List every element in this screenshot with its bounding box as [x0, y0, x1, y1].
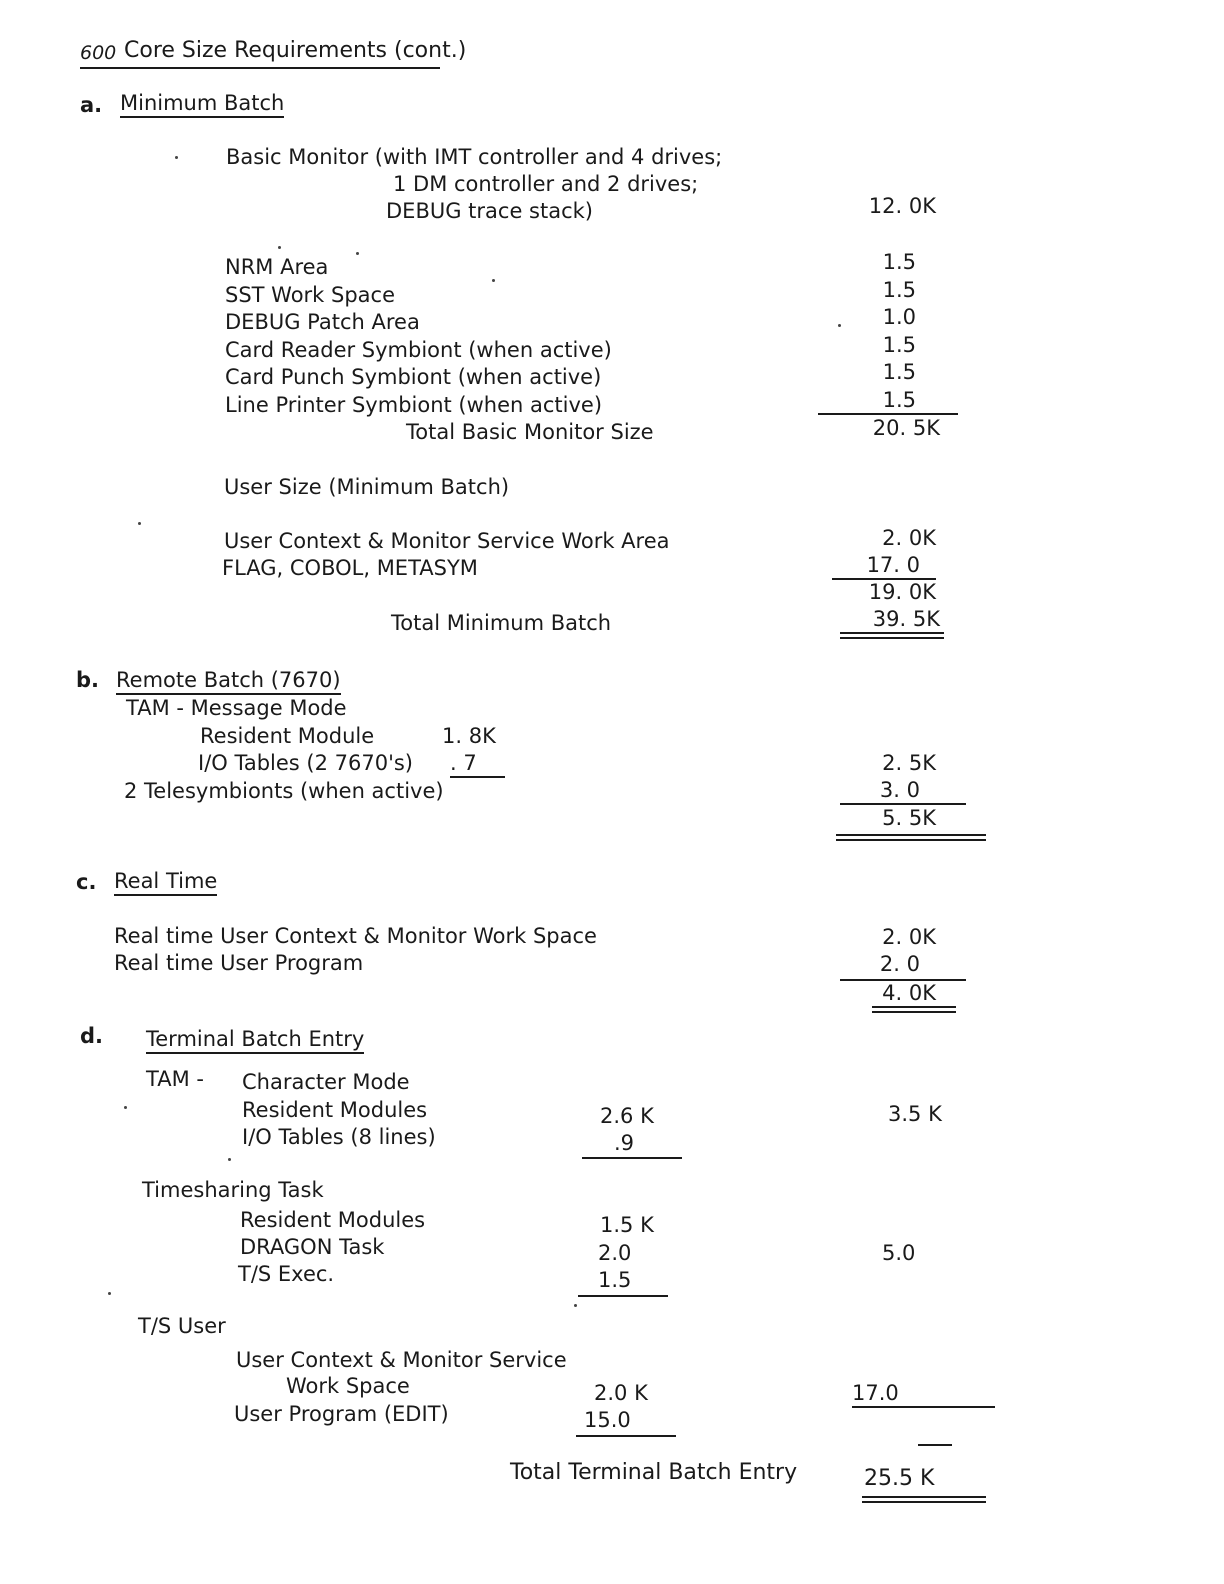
section-d-tam-rule — [582, 1157, 682, 1159]
section-a-letter: a. — [80, 93, 103, 117]
minimum-batch-double-rule — [840, 632, 944, 639]
section-b-tam-label: TAM - Message Mode — [126, 696, 347, 720]
monitor-item-value: 1.5 — [882, 360, 916, 384]
section-c-letter: c. — [76, 870, 97, 894]
section-d-ts-total: 5.0 — [882, 1241, 916, 1265]
scan-speck — [175, 156, 178, 159]
section-b-io-sum: 2. 5K — [882, 751, 936, 775]
section-d-char-mode-label: Character Mode — [242, 1070, 410, 1094]
section-d-work-space-value: 2.0 K — [594, 1381, 648, 1405]
section-d-io-label: I/O Tables (8 lines) — [242, 1125, 436, 1149]
monitor-item-value: 1.5 — [882, 250, 916, 274]
monitor-item-label: Card Reader Symbiont (when active) — [225, 337, 612, 362]
total-minimum-batch-label: Total Minimum Batch — [391, 611, 612, 635]
processors-label: FLAG, COBOL, METASYM — [222, 556, 478, 580]
scan-speck — [138, 522, 141, 525]
section-d-dragon-label: DRAGON Task — [240, 1235, 385, 1259]
section-d-ts-task-label: Timesharing Task — [142, 1178, 324, 1202]
section-d-tam-label: TAM - — [146, 1067, 204, 1091]
section-d-user-rule — [576, 1435, 676, 1437]
monitor-subtotal-rule — [818, 413, 958, 415]
section-d-user-program-value: 15.0 — [584, 1408, 631, 1432]
monitor-item-value: 1.5 — [882, 277, 916, 302]
total-terminal-batch-value: 25.5 K — [864, 1466, 935, 1491]
section-b-io-value: . 7 — [450, 753, 505, 778]
section-d-ts-user-label: T/S User — [138, 1314, 226, 1338]
scan-speck — [838, 324, 841, 327]
section-d-ts-resident-label: Resident Modules — [240, 1208, 426, 1232]
monitor-item-value: 1.5 — [882, 387, 916, 412]
total-minimum-batch-value: 39. 5K — [872, 607, 940, 631]
section-c-double-rule — [872, 1006, 956, 1013]
section-d-ts-exec-label: T/S Exec. — [238, 1262, 335, 1286]
scan-speck — [492, 279, 495, 282]
processors-value: 17. 0 — [866, 553, 920, 577]
section-b-double-rule — [836, 834, 986, 841]
monitor-item-value: 1.5 — [882, 332, 916, 357]
section-d-letter: d. — [80, 1024, 104, 1048]
section-d-grand-rule — [918, 1444, 952, 1446]
scan-speck — [124, 1106, 127, 1109]
page-title: Core Size Requirements (cont.) — [124, 38, 467, 63]
total-monitor-label: Total Basic Monitor Size — [406, 420, 654, 444]
section-b-subtotal-rule — [840, 803, 966, 805]
section-c-heading: Real Time — [114, 871, 217, 896]
page-number: 600 — [80, 42, 117, 64]
section-b-io-label: I/O Tables (2 7670's) — [198, 751, 413, 775]
scan-speck — [574, 1304, 577, 1307]
terminal-batch-double-rule — [862, 1496, 986, 1503]
section-d-work-space-label: Work Space — [286, 1374, 410, 1398]
section-c-context-value: 2. 0K — [882, 925, 936, 949]
section-d-ts-rule — [578, 1295, 668, 1297]
section-b-tele-value: 3. 0 — [879, 778, 920, 802]
user-context-value: 2. 0K — [882, 526, 936, 550]
total-monitor-value: 20. 5K — [872, 416, 940, 440]
scan-speck — [356, 252, 359, 255]
section-c-total: 4. 0K — [882, 981, 936, 1005]
monitor-item-label: Card Punch Symbiont (when active) — [225, 365, 602, 389]
section-c-program-value: 2. 0 — [879, 952, 920, 976]
basic-monitor-line1: Basic Monitor (with IMT controller and 4 drives; — [226, 145, 723, 169]
monitor-item-label: Line Printer Symbiont (when active) — [225, 392, 603, 417]
monitor-item-label: DEBUG Patch Area — [225, 310, 420, 334]
section-d-heading: Terminal Batch Entry — [146, 1029, 364, 1054]
section-d-io-value: .9 — [614, 1131, 635, 1155]
section-b-letter: b. — [76, 668, 100, 692]
section-c-context-label: Real time User Context & Monitor Work Space — [114, 924, 597, 948]
section-d-user-total: 17.0 — [852, 1383, 995, 1408]
monitor-item-value: 1.0 — [882, 305, 916, 329]
section-d-dragon-value: 2.0 — [598, 1241, 632, 1265]
basic-monitor-line3: DEBUG trace stack) — [386, 199, 593, 223]
section-d-ts-resident-value: 1.5 K — [600, 1213, 654, 1237]
user-context-label: User Context & Monitor Service Work Area — [224, 529, 670, 553]
section-b-resident-label: Resident Module — [200, 724, 375, 748]
section-b-heading: Remote Batch (7670) — [116, 670, 341, 695]
section-d-ts-exec-value: 1.5 — [598, 1268, 632, 1292]
basic-monitor-value: 12. 0K — [868, 194, 936, 218]
title-underline — [80, 67, 440, 69]
section-b-tele-label: 2 Telesymbionts (when active) — [124, 779, 444, 803]
total-terminal-batch-label: Total Terminal Batch Entry — [510, 1460, 798, 1485]
section-d-user-context-label: User Context & Monitor Service — [236, 1348, 567, 1372]
user-size-label: User Size (Minimum Batch) — [224, 475, 510, 499]
scan-speck — [228, 1158, 231, 1161]
monitor-item-label: SST Work Space — [225, 282, 396, 307]
section-b-total: 5. 5K — [882, 806, 936, 830]
section-d-resident-value: 2.6 K — [600, 1104, 654, 1128]
section-a-heading: Minimum Batch — [120, 93, 284, 118]
section-b-resident-value: 1. 8K — [442, 724, 496, 748]
scan-speck — [278, 246, 281, 249]
section-c-program-label: Real time User Program — [114, 951, 364, 975]
scan-speck — [108, 1292, 111, 1295]
section-d-resident-label: Resident Modules — [242, 1098, 428, 1122]
monitor-item-label: NRM Area — [225, 255, 329, 279]
user-subtotal: 19. 0K — [868, 580, 936, 604]
section-d-tam-total: 3.5 K — [888, 1102, 942, 1126]
basic-monitor-line2: 1 DM controller and 2 drives; — [393, 172, 699, 196]
section-d-user-program-label: User Program (EDIT) — [234, 1402, 449, 1426]
